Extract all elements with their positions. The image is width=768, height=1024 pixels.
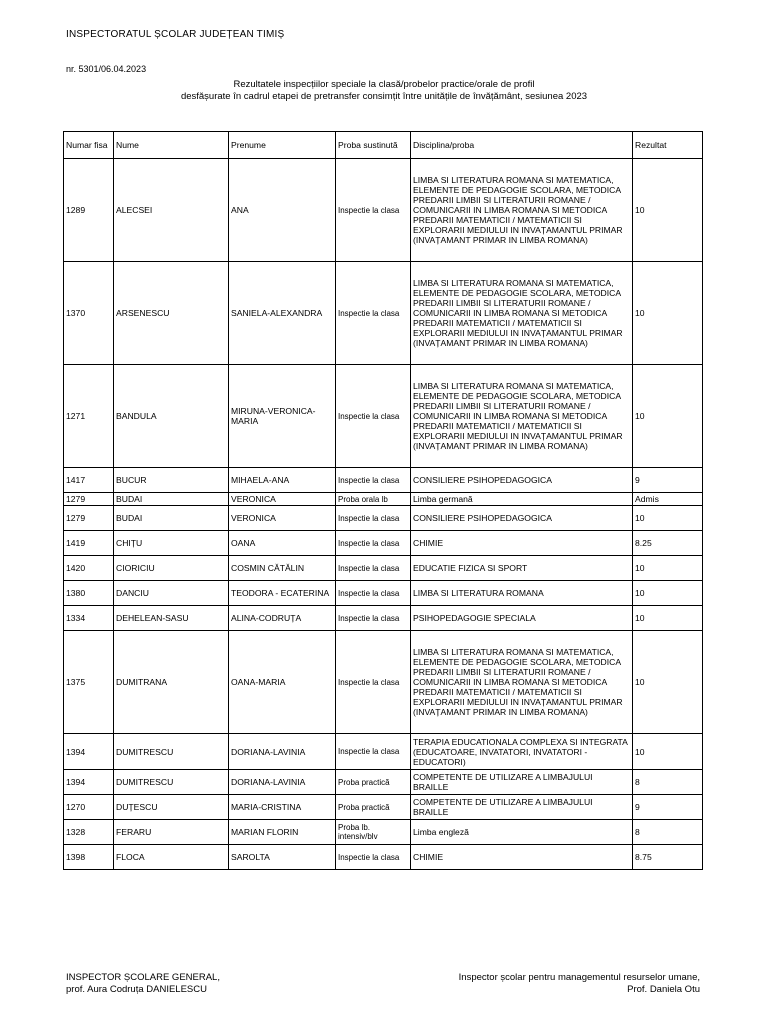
header-cell-nume: Nume — [114, 132, 229, 159]
cell-disciplina: LIMBA SI LITERATURA ROMANA SI MATEMATICA, ELEMENTE DE PEDAGOGIE SCOLARA, METODICA PREDARII LIMBII SI LITERATURII ROMANE / COMUNICARII IN LIMBA ROMANA SI METODICA PREDARII MATEMATICII / MATEMATICII SI EXPLORARII MEDIULUI IN INVAȚAMANTUL PRIMAR (INVAȚAMANT PRIMAR IN LIMBA ROMANA) — [411, 631, 633, 734]
cell-prenume: MIHAELA-ANA — [229, 468, 336, 493]
table-row — [64, 159, 703, 262]
cell-nume: FLOCA — [114, 845, 229, 870]
cell-disciplina: LIMBA SI LITERATURA ROMANA SI MATEMATICA, ELEMENTE DE PEDAGOGIE SCOLARA, METODICA PREDARII LIMBII SI LITERATURII ROMANE / COMUNICARII IN LIMBA ROMANA SI METODICA PREDARII MATEMATICII / MATEMATICII SI EXPLORARII MEDIULUI IN INVAȚAMANTUL PRIMAR (INVAȚAMANT PRIMAR IN LIMBA ROMANA) — [411, 365, 633, 468]
cell-rezultat: 8 — [633, 820, 703, 845]
cell-nume: CIORICIU — [114, 556, 229, 581]
cell-proba: Proba lb. intensiv/blv — [336, 820, 411, 845]
cell-nr: 1420 — [64, 556, 114, 581]
table-row — [64, 845, 703, 870]
cell-nume: FERARU — [114, 820, 229, 845]
cell-prenume: MARIAN FLORIN — [229, 820, 336, 845]
cell-nume: ARSENESCU — [114, 262, 229, 365]
cell-disciplina: CHIMIE — [411, 845, 633, 870]
cell-proba: Inspectie la clasa — [336, 262, 411, 365]
cell-proba: Inspectie la clasa — [336, 365, 411, 468]
document-number: nr. 5301/06.04.2023 — [66, 64, 147, 74]
table-row — [64, 795, 703, 820]
cell-nr: 1394 — [64, 734, 114, 770]
cell-rezultat: 10 — [633, 556, 703, 581]
header-cell-disciplina: Disciplina/proba — [411, 132, 633, 159]
table-row — [64, 531, 703, 556]
table-row — [64, 770, 703, 795]
cell-proba: Inspectie la clasa — [336, 631, 411, 734]
cell-rezultat: 10 — [633, 631, 703, 734]
cell-nume: DUȚESCU — [114, 795, 229, 820]
cell-nume: DUMITRESCU — [114, 734, 229, 770]
cell-prenume: ANA — [229, 159, 336, 262]
table-row — [64, 493, 703, 506]
cell-prenume: DORIANA-LAVINIA — [229, 770, 336, 795]
cell-rezultat: 8.25 — [633, 531, 703, 556]
cell-nr: 1370 — [64, 262, 114, 365]
cell-nume: BUCUR — [114, 468, 229, 493]
table-row — [64, 820, 703, 845]
cell-nume: BUDAI — [114, 493, 229, 506]
table-row — [64, 262, 703, 365]
cell-nr: 1289 — [64, 159, 114, 262]
cell-rezultat: 10 — [633, 159, 703, 262]
cell-prenume: OANA-MARIA — [229, 631, 336, 734]
results-table — [63, 131, 703, 870]
footer-right-name: Prof. Daniela Otu — [627, 984, 700, 995]
cell-proba: Inspectie la clasa — [336, 468, 411, 493]
header-cell-rezultat: Rezultat — [633, 132, 703, 159]
cell-prenume: MIRUNA-VERONICA-MARIA — [229, 365, 336, 468]
cell-prenume: SAROLTA — [229, 845, 336, 870]
cell-nr: 1271 — [64, 365, 114, 468]
table-row — [64, 468, 703, 493]
cell-nr: 1270 — [64, 795, 114, 820]
cell-nume: DEHELEAN-SASU — [114, 606, 229, 631]
cell-rezultat: 10 — [633, 506, 703, 531]
cell-nr: 1417 — [64, 468, 114, 493]
cell-proba: Inspectie la clasa — [336, 556, 411, 581]
cell-nume: ALECSEI — [114, 159, 229, 262]
table-row — [64, 606, 703, 631]
cell-disciplina: Limba germană — [411, 493, 633, 506]
footer-right-role: Inspector școlar pentru managementul resurselor umane, — [458, 972, 700, 983]
cell-disciplina: EDUCATIE FIZICA SI SPORT — [411, 556, 633, 581]
cell-disciplina: CONSILIERE PSIHOPEDAGOGICA — [411, 468, 633, 493]
cell-disciplina: COMPETENTE DE UTILIZARE A LIMBAJULUI BRAILLE — [411, 770, 633, 795]
cell-nr: 1380 — [64, 581, 114, 606]
cell-nr: 1375 — [64, 631, 114, 734]
cell-proba: Inspectie la clasa — [336, 581, 411, 606]
table-row — [64, 581, 703, 606]
table-row — [64, 365, 703, 468]
cell-nr: 1394 — [64, 770, 114, 795]
header-cell-proba: Proba sustinută — [336, 132, 411, 159]
cell-nr: 1279 — [64, 493, 114, 506]
cell-disciplina: PSIHOPEDAGOGIE SPECIALA — [411, 606, 633, 631]
cell-prenume: DORIANA-LAVINIA — [229, 734, 336, 770]
cell-rezultat: 10 — [633, 581, 703, 606]
cell-proba: Proba orala lb — [336, 493, 411, 506]
cell-rezultat: 8 — [633, 770, 703, 795]
cell-prenume: TEODORA - ECATERINA — [229, 581, 336, 606]
cell-prenume: MARIA-CRISTINA — [229, 795, 336, 820]
table-row — [64, 506, 703, 531]
cell-nr: 1419 — [64, 531, 114, 556]
footer-left-role: INSPECTOR ȘCOLARE GENERAL, — [66, 972, 220, 983]
cell-proba: Proba practică — [336, 795, 411, 820]
cell-disciplina: CONSILIERE PSIHOPEDAGOGICA — [411, 506, 633, 531]
cell-proba: Inspectie la clasa — [336, 606, 411, 631]
cell-proba: Inspectie la clasa — [336, 506, 411, 531]
cell-proba: Inspectie la clasa — [336, 734, 411, 770]
cell-proba: Inspectie la clasa — [336, 531, 411, 556]
cell-nume: DANCIU — [114, 581, 229, 606]
cell-prenume: VERONICA — [229, 506, 336, 531]
cell-prenume: OANA — [229, 531, 336, 556]
cell-disciplina: CHIMIE — [411, 531, 633, 556]
cell-prenume: ALINA-CODRUȚA — [229, 606, 336, 631]
cell-nr: 1328 — [64, 820, 114, 845]
footer-right-signature — [459, 972, 700, 996]
cell-disciplina: Limba engleză — [411, 820, 633, 845]
footer-left-name: prof. Aura Codruța DANIELESCU — [66, 984, 207, 995]
table-header-row — [64, 132, 703, 159]
cell-rezultat: 10 — [633, 606, 703, 631]
cell-disciplina: LIMBA SI LITERATURA ROMANA — [411, 581, 633, 606]
table-row — [64, 631, 703, 734]
cell-nume: DUMITRANA — [114, 631, 229, 734]
cell-nume: BUDAI — [114, 506, 229, 531]
cell-disciplina: COMPETENTE DE UTILIZARE A LIMBAJULUI BRAILLE — [411, 795, 633, 820]
cell-nume: DUMITRESCU — [114, 770, 229, 795]
institution-name: INSPECTORATUL ȘCOLAR JUDEȚEAN TIMIȘ — [66, 29, 285, 40]
cell-rezultat: 8.75 — [633, 845, 703, 870]
cell-disciplina: LIMBA SI LITERATURA ROMANA SI MATEMATICA, ELEMENTE DE PEDAGOGIE SCOLARA, METODICA PREDARII LIMBII SI LITERATURII ROMANE / COMUNICARII IN LIMBA ROMANA SI METODICA PREDARII MATEMATICII / MATEMATICII SI EXPLORARII MEDIULUI IN INVAȚAMANTUL PRIMAR (INVAȚAMANT PRIMAR IN LIMBA ROMANA) — [411, 262, 633, 365]
cell-nr: 1279 — [64, 506, 114, 531]
header-cell-nr: Numar fisa — [64, 132, 114, 159]
cell-prenume: SANIELA-ALEXANDRA — [229, 262, 336, 365]
document-title-line2: desfășurate în cadrul etapei de pretransfer consimțit între unitățile de învățământ, sesiunea 2023 — [180, 91, 588, 102]
cell-rezultat: 10 — [633, 365, 703, 468]
cell-proba: Proba practică — [336, 770, 411, 795]
cell-rezultat: Admis — [633, 493, 703, 506]
cell-rezultat: 10 — [633, 734, 703, 770]
document-title-line1: Rezultatele inspecțiilor speciale la clasă/probelor practice/orale de profil — [233, 79, 535, 90]
cell-rezultat: 10 — [633, 262, 703, 365]
cell-prenume: COSMIN CĂTĂLIN — [229, 556, 336, 581]
cell-nr: 1398 — [64, 845, 114, 870]
cell-prenume: VERONICA — [229, 493, 336, 506]
footer-left-signature — [66, 972, 220, 996]
cell-nume: BANDULA — [114, 365, 229, 468]
table-row — [64, 734, 703, 770]
table-row — [64, 556, 703, 581]
cell-proba: Inspectie la clasa — [336, 159, 411, 262]
cell-disciplina: LIMBA SI LITERATURA ROMANA SI MATEMATICA, ELEMENTE DE PEDAGOGIE SCOLARA, METODICA PREDARII LIMBII SI LITERATURII ROMANE / COMUNICARII IN LIMBA ROMANA SI METODICA PREDARII MATEMATICII / MATEMATICII SI EXPLORARII MEDIULUI IN INVAȚAMANTUL PRIMAR (INVAȚAMANT PRIMAR IN LIMBA ROMANA) — [411, 159, 633, 262]
cell-disciplina: TERAPIA EDUCATIONALA COMPLEXA SI INTEGRATA (EDUCATOARE, INVATATORI, INVATATORI - EDUCATORI) — [411, 734, 633, 770]
cell-rezultat: 9 — [633, 468, 703, 493]
header-cell-prenume: Prenume — [229, 132, 336, 159]
cell-proba: Inspectie la clasa — [336, 845, 411, 870]
cell-rezultat: 9 — [633, 795, 703, 820]
cell-nume: CHIȚU — [114, 531, 229, 556]
cell-nr: 1334 — [64, 606, 114, 631]
